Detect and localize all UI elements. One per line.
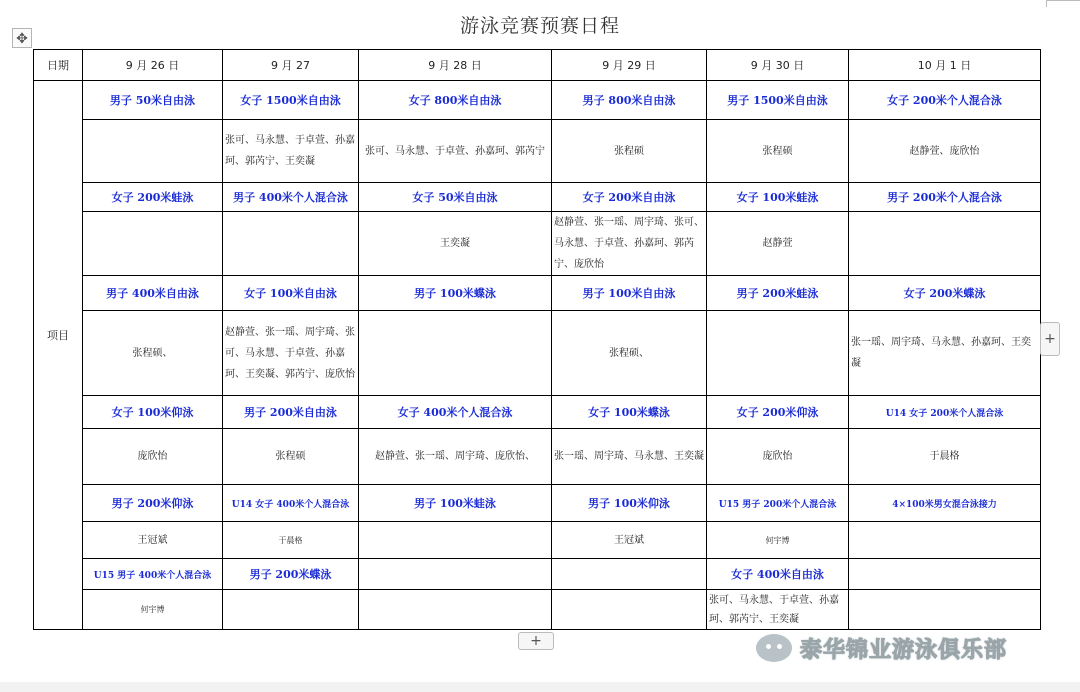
event-cell: 女子 100米自由泳 [223, 276, 359, 311]
athlete-row [34, 212, 1041, 276]
event-cell [552, 559, 707, 590]
event-cell: 男子 100米蝶泳 [359, 276, 552, 311]
athlete-cell: 张程硕、 [552, 311, 707, 396]
event-cell: 男子 50米自由泳 [83, 81, 223, 120]
athlete-row [34, 522, 1041, 559]
date-cell: 9 月 30 日 [707, 50, 849, 81]
date-cell: 9 月 28 日 [359, 50, 552, 81]
date-cell: 9 月 26 日 [83, 50, 223, 81]
event-cell: U15 男子 200米个人混合泳 [707, 485, 849, 522]
athlete-cell: 于晨格 [223, 522, 359, 559]
event-cell: 男子 200米仰泳 [83, 485, 223, 522]
athlete-cell [707, 311, 849, 396]
event-cell: U15 男子 400米个人混合泳 [83, 559, 223, 590]
page-title: 游泳竞赛预赛日程 [459, 15, 620, 37]
event-cell: 女子 400米个人混合泳 [359, 396, 552, 429]
date-cell: 10 月 1 日 [849, 50, 1041, 81]
event-cell: 女子 800米自由泳 [359, 81, 552, 120]
page-bottom-bar [0, 682, 1080, 692]
row-label-cell: 项目 [34, 81, 83, 590]
watermark [756, 633, 1007, 663]
event-row [34, 81, 1041, 120]
athlete-cell: 庞欣怡 [707, 429, 849, 485]
event-cell: 女子 200米仰泳 [707, 396, 849, 429]
athlete-cell: 王奕凝 [359, 212, 552, 276]
athlete-cell [552, 590, 707, 630]
add-column-button[interactable]: + [1040, 322, 1060, 356]
event-cell: 女子 1500米自由泳 [223, 81, 359, 120]
athlete-row [34, 311, 1041, 396]
athlete-cell: 庞欣怡 [83, 429, 223, 485]
athlete-cell: 何宇博 [707, 522, 849, 559]
athlete-cell [223, 590, 359, 630]
page-corner-mark [1046, 0, 1080, 7]
event-cell: 男子 200米个人混合泳 [849, 183, 1041, 212]
event-cell: 男子 800米自由泳 [552, 81, 707, 120]
athlete-cell: 张程硕、 [83, 311, 223, 396]
event-cell: 女子 50米自由泳 [359, 183, 552, 212]
athlete-cell [83, 212, 223, 276]
event-cell: 男子 100米蛙泳 [359, 485, 552, 522]
event-cell: 女子 200米个人混合泳 [849, 81, 1041, 120]
athlete-cell: 张程硕 [552, 120, 707, 183]
athlete-cell: 赵静萱 [707, 212, 849, 276]
athlete-cell: 赵静萱、庞欣怡 [849, 120, 1041, 183]
athlete-cell [849, 212, 1041, 276]
event-cell: U14 女子 400米个人混合泳 [223, 485, 359, 522]
event-cell: U14 女子 200米个人混合泳 [849, 396, 1041, 429]
athlete-cell [359, 311, 552, 396]
athlete-cell: 张程硕 [223, 429, 359, 485]
athlete-cell: 赵静萱、张一瑶、周宇琦、张可、马永慧、于卓萱、孙嘉珂、郭芮宁、庞欣怡 [552, 212, 707, 276]
athlete-cell: 张一瑶、周宇琦、马永慧、王奕凝 [552, 429, 707, 485]
watermark-text: 泰华锦业游泳俱乐部 [800, 637, 1008, 663]
athlete-cell [849, 590, 1041, 630]
athlete-cell: 何宇博 [83, 590, 223, 630]
event-cell: 男子 100米仰泳 [552, 485, 707, 522]
event-row [34, 396, 1041, 429]
date-cell: 9 月 27 [223, 50, 359, 81]
event-cell: 男子 1500米自由泳 [707, 81, 849, 120]
event-row [34, 485, 1041, 522]
event-cell: 女子 100米仰泳 [83, 396, 223, 429]
athlete-cell [223, 212, 359, 276]
athlete-row [34, 590, 1041, 630]
athlete-cell: 王冠斌 [83, 522, 223, 559]
date-label-cell: 日期 [34, 50, 83, 81]
event-cell: 女子 100米蝶泳 [552, 396, 707, 429]
athlete-cell: 于晨格 [849, 429, 1041, 485]
event-cell: 男子 100米自由泳 [552, 276, 707, 311]
date-cell: 9 月 29 日 [552, 50, 707, 81]
athlete-cell: 张一瑶、周宇琦、马永慧、孙嘉珂、王奕凝 [849, 311, 1041, 396]
schedule-table [33, 49, 1041, 630]
event-cell: 女子 100米蛙泳 [707, 183, 849, 212]
athlete-row [34, 120, 1041, 183]
event-cell: 男子 200米蝶泳 [223, 559, 359, 590]
athlete-cell: 张可、马永慧、于卓萱、孙嘉珂、郭芮宁、王奕凝 [223, 120, 359, 183]
wechat-icon [756, 634, 792, 662]
event-cell: 女子 200米蛙泳 [83, 183, 223, 212]
event-cell: 男子 400米自由泳 [83, 276, 223, 311]
table-move-handle-icon[interactable]: ✥ [12, 28, 32, 48]
event-cell [359, 559, 552, 590]
athlete-cell [359, 522, 552, 559]
athlete-cell: 赵静萱、张一瑶、周宇琦、庞欣怡、 [359, 429, 552, 485]
event-row [34, 559, 1041, 590]
athlete-cell: 张可、马永慧、于卓萱、孙嘉珂、郭芮宁 [359, 120, 552, 183]
event-cell: 男子 400米个人混合泳 [223, 183, 359, 212]
event-row [34, 276, 1041, 311]
athlete-cell [83, 120, 223, 183]
table-header-row [34, 50, 1041, 81]
event-cell: 男子 200米自由泳 [223, 396, 359, 429]
add-row-button[interactable]: + [518, 632, 554, 650]
athlete-cell [359, 590, 552, 630]
athlete-cell: 赵静萱、张一瑶、周宇琦、张可、马永慧、于卓萱、孙嘉珂、王奕凝、郭芮宁、庞欣怡 [223, 311, 359, 396]
athlete-cell [849, 522, 1041, 559]
event-cell: 女子 200米蝶泳 [849, 276, 1041, 311]
row-label-continuation [34, 590, 83, 630]
athlete-cell: 张程硕 [707, 120, 849, 183]
event-cell: 4×100米男女混合泳接力 [849, 485, 1041, 522]
event-cell [849, 559, 1041, 590]
athlete-row [34, 429, 1041, 485]
event-cell: 女子 400米自由泳 [707, 559, 849, 590]
athlete-cell: 张可、马永慧、于卓萱、孙嘉珂、郭芮宁、王奕凝 [707, 590, 849, 630]
event-row [34, 183, 1041, 212]
event-cell: 男子 200米蛙泳 [707, 276, 849, 311]
athlete-cell: 王冠斌 [552, 522, 707, 559]
event-cell: 女子 200米自由泳 [552, 183, 707, 212]
